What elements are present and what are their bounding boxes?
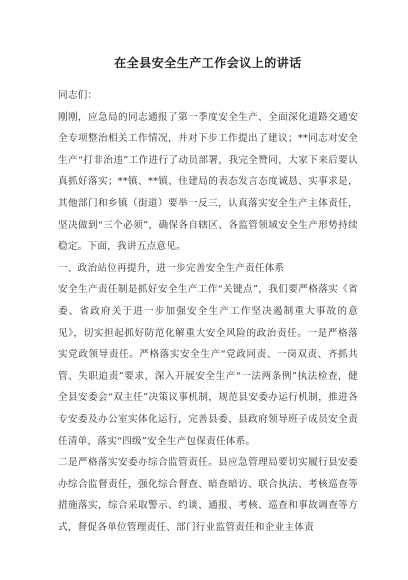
salutation: 同志们： (58, 90, 98, 101)
document-title: 在全县安全生产工作会议上的讲话 (114, 56, 302, 70)
paragraph-responsibility: 安全生产责任制是抓好安全生产工作“关键点”，我们要严格落实《省委、省政府关于进一步加强安全生产工作坚决遏制重大事故的意见》，切实担起抓好防范化解重大安全风险的政治责任。一是严格落实党政领导责任。严格落实安全生产“党政同责、一岗双责、齐抓共管、失职追责”要求，深入开展安全生产“一法两条例”执法检查，健全县安委会“双主任”决策议事机制，规范县安委办运行机制，推进各专安委及办公室实体化运行，完善县委、县政府领导班子成员安全责任清单，落实“四级”安全生产包保责任体系。 (58, 284, 358, 447)
section-heading-one: 一、政治站位再提升，进一步完善安全生产责任体系 (58, 262, 285, 274)
paragraph-supervision: 二是严格落实安委办综合监管责任。县应急管理局要切实履行县安委办综合监督责任，强化综合督查、暗查暗访、联合执法、考核巡查等措施落实，综合采取警示、约谈、通报、考核、巡查和事故调查等方式，督促各单位管理责任、部门行业监管责任和企业主体责 (58, 457, 358, 533)
paragraph-opening: 刚刚，应急局的同志通报了第一季度安全生产、全面深化道路交通安全专项整治相关工作情况，并对下步工作提出了建议；**同志对安全生产“打非治违”工作进行了动员部署，我完全赞同，大家下来后要认真抓好落实；**镇、**镇、住建局的表态发言态度诚恳、实事求是，其他部门和乡镇（街道）要举一反三，认真落实安全生产主体责任，坚决做到“三个必须”，确保各自辖区、各监管领域安全生产形势持续稳定。下面，我讲五点意见。 (58, 111, 358, 253)
